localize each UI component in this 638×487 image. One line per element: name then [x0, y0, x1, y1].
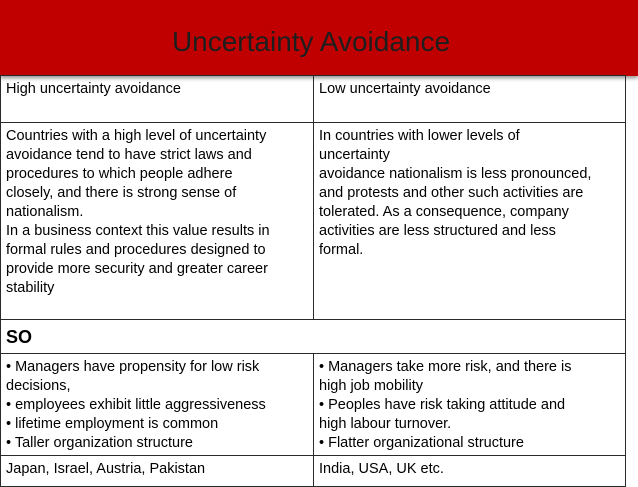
table-row-description	[1, 123, 626, 320]
high-description-cell: Countries with a high level of uncertainty avoidance tend to have strict laws and procedures to which people adhere closely, and there is strong sense of nationalism. In a business context this value results in formal rules and procedures designed to provide more security and greater career stability	[1, 123, 314, 320]
high-management-cell: • Managers have propensity for low risk decisions, • employees exhibit little aggressiveness • lifetime employment is common • Taller organization structure	[1, 354, 314, 456]
low-description-cell: In countries with lower levels of uncertainty avoidance nationalism is less pronounced, and protests and other such activities are tolerated. As a consequence, company activities are less structured and less formal.	[314, 123, 626, 320]
low-countries-cell: India, USA, UK etc.	[314, 456, 626, 487]
table-row-so	[1, 320, 626, 354]
header-high-uncertainty: High uncertainty avoidance	[1, 76, 314, 123]
table-row-management	[1, 354, 626, 456]
comparison-table	[0, 75, 626, 487]
table-header-row	[1, 76, 626, 123]
low-management-cell: • Managers take more risk, and there is high job mobility • Peoples have risk taking attitude and high labour turnover. • Flatter organizational structure	[314, 354, 626, 456]
slide-title: Uncertainty Avoidance	[171, 26, 451, 57]
table-row-countries	[1, 456, 626, 487]
so-label: SO	[1, 320, 626, 354]
high-countries-cell: Japan, Israel, Austria, Pakistan	[1, 456, 314, 487]
header-low-uncertainty: Low uncertainty avoidance	[314, 76, 626, 123]
